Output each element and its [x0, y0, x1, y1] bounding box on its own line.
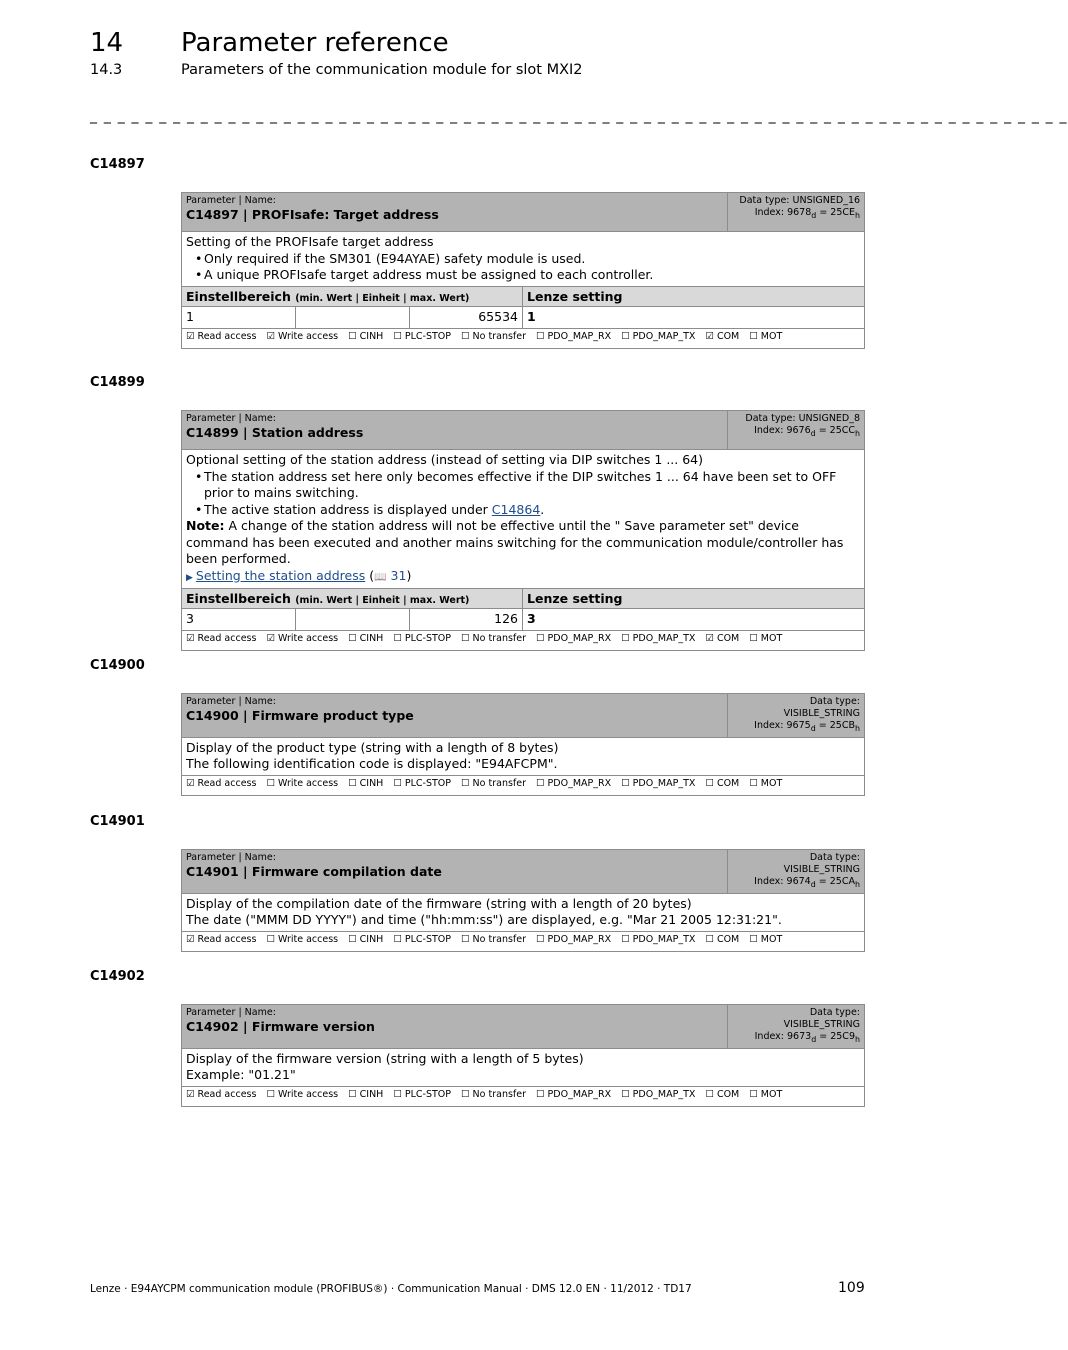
data-type: Data type: VISIBLE_STRING	[783, 696, 860, 719]
param-description: Display of the firmware version (string with a length of 5 bytes) Example: "01.21"	[182, 1048, 865, 1086]
param-type-cell	[728, 850, 865, 894]
param-code-label: C14902	[90, 969, 145, 984]
range-max: 65534	[410, 306, 523, 328]
range-max: 126	[410, 609, 523, 631]
param-name-cell	[182, 1005, 728, 1049]
lenze-setting-header: Lenze setting	[523, 286, 865, 306]
access-flags: ☑ Read access ☑ Write access ☐ CINH ☐ PLC-STOP ☐ No transfer ☐ PDO_MAP_RX ☐ PDO_MAP_TX ☑ COM ☐ MOT	[182, 631, 865, 651]
param-description: Display of the compilation date of the firmware (string with a length of 20 bytes) The date ("MMM DD YYYY") and time ("hh:mm:ss") are displayed, e.g. "Mar 21 2005 12:31:21".	[182, 893, 865, 931]
list-item: • Only required if the SM301 (E94AYAE) safety module is used.	[204, 251, 860, 268]
param-name-cell	[182, 411, 728, 450]
range-header: Einstellbereich (min. Wert | Einheit | max. Wert)	[182, 589, 523, 609]
param-name: C14900 | Firmware product type	[186, 708, 414, 723]
param-description: Setting of the PROFIsafe target address • Only required if the SM301 (E94AYAE) safety module is used. • A unique PROFIsafe target address must be assigned to each controller.	[182, 232, 865, 287]
chapter-title: Parameter reference	[181, 28, 449, 58]
data-type: Data type: UNSIGNED_16	[739, 195, 861, 206]
note: Note: A change of the station address will not be effective until the " Save parameter set" device command has been executed and another mains switching for the communication module/controller has been performed.	[186, 518, 844, 566]
station-address-link[interactable]: Setting the station address	[195, 567, 366, 583]
param-name-cell	[182, 193, 728, 232]
param-table-c14901	[181, 849, 865, 952]
data-type: Data type: VISIBLE_STRING	[783, 852, 860, 875]
param-name-label: Parameter | Name:	[186, 696, 276, 707]
param-type-cell	[728, 411, 865, 450]
param-table-c14902	[181, 1004, 865, 1107]
range-unit	[296, 609, 410, 631]
param-type-cell	[728, 1005, 865, 1049]
param-code-label: C14900	[90, 658, 145, 673]
list-item: • The active station address is displayed under C14864.	[204, 502, 860, 519]
header-divider: _ _ _ _ _ _ _ _ _ _ _ _ _ _ _ _ _ _ _ _ _ _ _ _ _ _ _ _ _ _ _ _ _ _ _ _ _ _ _ _ _ _ _ _ _ _ _ _ _ _ _ _ _ _ _ _ _ _ _ _ _ _ _ _ _ _ _ _ _ _ _	[90, 108, 1068, 124]
data-type: Data type: VISIBLE_STRING	[783, 1007, 860, 1030]
param-name: C14897 | PROFIsafe: Target address	[186, 207, 439, 222]
param-name: C14902 | Firmware version	[186, 1019, 375, 1034]
page-ref[interactable]: 31	[390, 567, 407, 583]
param-table-c14897	[181, 192, 865, 349]
lenze-setting-value: 1	[523, 306, 865, 328]
param-code-label: C14897	[90, 157, 145, 172]
param-table-c14900	[181, 693, 865, 796]
param-index: Index: $9674_d = 25CA_h$	[754, 876, 860, 889]
access-flags: ☑ Read access ☐ Write access ☐ CINH ☐ PLC-STOP ☐ No transfer ☐ PDO_MAP_RX ☐ PDO_MAP_TX ☐ COM ☐ MOT	[182, 931, 865, 951]
range-unit	[296, 306, 410, 328]
param-index: Index: $9678_d = 25CE_h$	[754, 207, 861, 220]
param-type-cell	[728, 694, 865, 738]
section-title: Parameters of the communication module for slot MXI2	[181, 62, 583, 78]
data-type: Data type: UNSIGNED_8	[745, 413, 861, 424]
footer-text: Lenze · E94AYCPM communication module (PROFIBUS®) · Communication Manual · DMS 12.0 EN · 11/2012 · TD17	[90, 1283, 692, 1295]
range-min: 1	[182, 306, 296, 328]
param-index: Index: $9675_d = 25CB_h$	[754, 720, 860, 733]
param-description: Optional setting of the station address (instead of setting via DIP switches 1 ... 64) • The station address set here only becomes effective if the DIP switches 1 ... 64 have been set to OFF prior to mains switching. • The active station address is displayed under C14864. Note: A change of the station address will not be effective until the " Save parameter set" device command has been executed and another mains switching for the communication module/controller has been performed. ▶ Setting the station address (📖 31)	[182, 450, 865, 589]
access-flags: ☑ Read access ☑ Write access ☐ CINH ☐ PLC-STOP ☐ No transfer ☐ PDO_MAP_RX ☐ PDO_MAP_TX ☑ COM ☐ MOT	[182, 328, 865, 348]
range-header: Einstellbereich (min. Wert | Einheit | max. Wert)	[182, 286, 523, 306]
access-flags: ☑ Read access ☐ Write access ☐ CINH ☐ PLC-STOP ☐ No transfer ☐ PDO_MAP_RX ☐ PDO_MAP_TX ☐ COM ☐ MOT	[182, 1086, 865, 1106]
access-flags: ☑ Read access ☐ Write access ☐ CINH ☐ PLC-STOP ☐ No transfer ☐ PDO_MAP_RX ☐ PDO_MAP_TX ☐ COM ☐ MOT	[182, 775, 865, 795]
param-code-label: C14901	[90, 814, 145, 829]
lenze-setting-value: 3	[523, 609, 865, 631]
section-number: 14.3	[90, 62, 123, 78]
param-type-cell	[728, 193, 865, 232]
c14864-link[interactable]: C14864	[491, 501, 541, 517]
list-item: • A unique PROFIsafe target address must be assigned to each controller.	[204, 267, 860, 284]
param-index: Index: $9676_d = 25CC_h$	[754, 425, 861, 438]
cross-reference: ▶ Setting the station address (📖 31)	[186, 567, 412, 583]
param-code-label: C14899	[90, 375, 145, 390]
param-name: C14899 | Station address	[186, 425, 364, 440]
param-description: Display of the product type (string with a length of 8 bytes) The following identification code is displayed: "E94AFCPM".	[182, 737, 865, 775]
page-number: 109	[838, 1280, 865, 1296]
param-name-label: Parameter | Name:	[186, 1007, 276, 1018]
arrow-right-icon: ▶	[186, 572, 193, 583]
param-name-label: Parameter | Name:	[186, 195, 276, 206]
book-icon: 📖	[374, 571, 387, 583]
param-name-label: Parameter | Name:	[186, 413, 276, 424]
chapter-number: 14	[90, 28, 124, 58]
param-name-cell	[182, 850, 728, 894]
param-name-cell	[182, 694, 728, 738]
list-item: • The station address set here only becomes effective if the DIP switches 1 ... 64 have been set to OFF prior to mains switching.	[204, 469, 860, 502]
range-min: 3	[182, 609, 296, 631]
param-name: C14901 | Firmware compilation date	[186, 864, 442, 879]
param-table-c14899	[181, 410, 865, 651]
lenze-setting-header: Lenze setting	[523, 589, 865, 609]
param-name-label: Parameter | Name:	[186, 852, 276, 863]
param-index: Index: $9673_d = 25C9_h$	[754, 1031, 860, 1044]
